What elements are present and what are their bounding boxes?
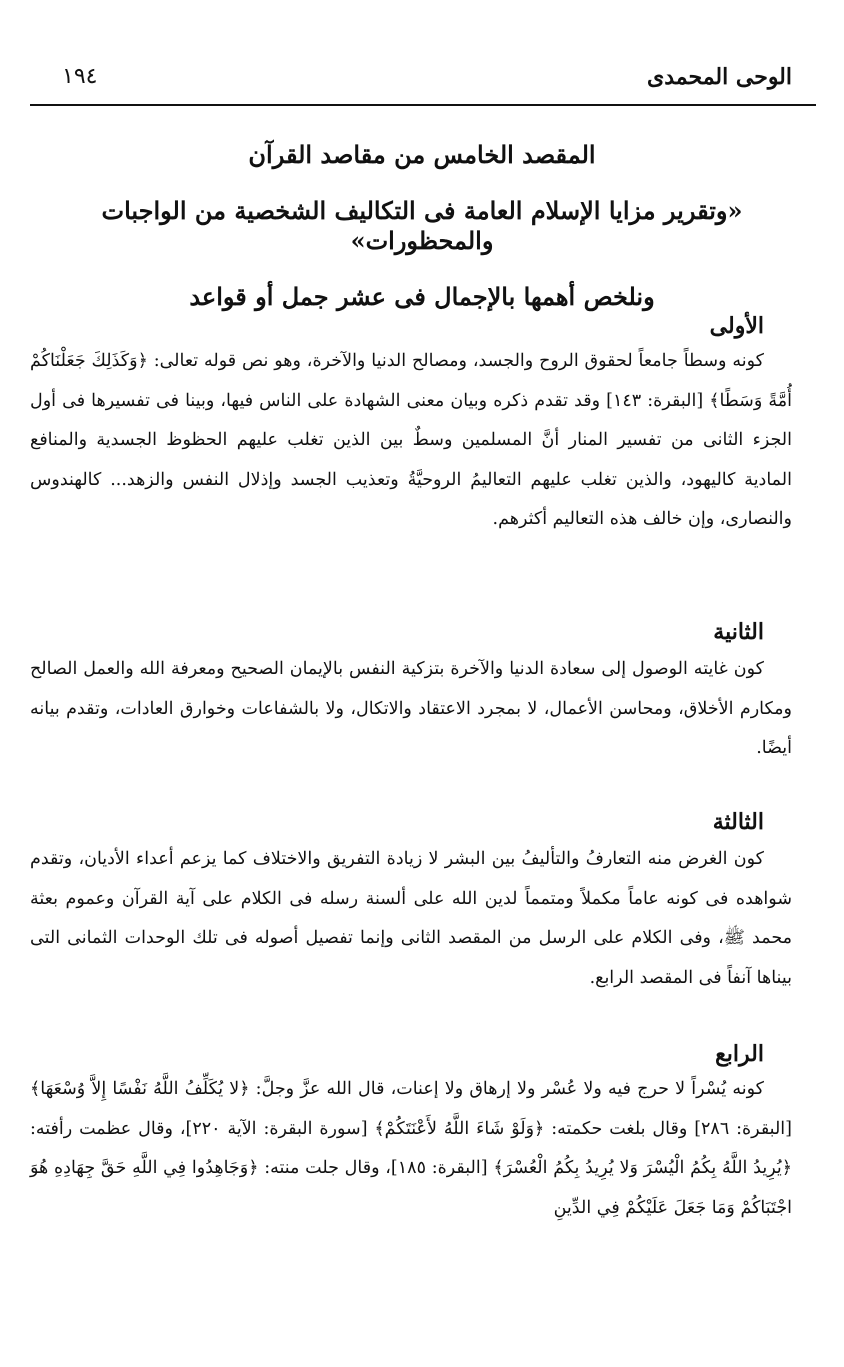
- section-title-third: الثالثة: [712, 809, 764, 835]
- section-text-fourth: كونه يُسْراً لا حرج فيه ولا عُسْر ولا إرهاق ولا إعنات، قال الله عزَّ وجلَّ: ﴿لا يُكَلِّفُ اللَّهُ نَفْسًا إِلاَّ وُسْعَهَا﴾ [البقرة: ٢٨٦] وقال بلغت حكمته: ﴿وَلَوْ شَاءَ اللَّهُ لأَعْنَتَكُمْ﴾ [سورة البقرة: الآية ٢٢٠]، وقال عظمت رأفته: ﴿يُرِيدُ اللَّهُ بِكُمُ الْيُسْرَ وَلا يُرِيدُ بِكُمُ الْعُسْرَ﴾ [البقرة: ١٨٥]، وقال جلت منته: ﴿وَجَاهِدُوا فِي اللَّهِ حَقَّ جِهَادِهِ هُوَ اجْتَبَاكُمْ وَمَا جَعَلَ عَلَيْكُمْ فِي الدِّينِ: [30, 1079, 792, 1218]
- header-rule: [30, 104, 816, 106]
- chapter-subtitle: «وتقرير مزايا الإسلام العامة فى التكاليف الشخصية من الواجبات والمحظورات»: [101, 196, 743, 255]
- section-title-first: الأولى: [709, 313, 764, 339]
- section-text-first: كونه وسطاً جامعاً لحقوق الروح والجسد، ومصالح الدنيا والآخرة، وهو نص قوله تعالى: ﴿وَكَذَلِكَ جَعَلْنَاكُمْ أُمَّةً وَسَطًا﴾ [البقرة: ١٤٣] وقد تقدم ذكره وبيان معنى الشهادة على الناس فيها، وبينا فى تفسيرها فى أول الجزء الثانى من تفسير المنار أنَّ المسلمين وسطٌ بين الذين تغلب عليهم الحظوظ الجسدية والمنافع المادية كاليهود، والذين تغلب عليهم التعاليمُ الروحيَّةُ وتعذيب الجسد وإذلال النفس والزهد... كالهندوس والنصارى، وإن خالف هذه التعاليم أكثرهم.: [30, 351, 792, 529]
- chapter-title: المقصد الخامس من مقاصد القرآن: [248, 140, 596, 169]
- page-number: ١٩٤: [62, 64, 98, 89]
- section-text-third: كون الغرض منه التعارفُ والتأليفُ بين البشر لا زيادة التفريق والاختلاف كما يزعم أعداء الأديان، وتقدم شواهده فى كونه عاماً مكملاً ومتمماً لدين الله على ألسنة رسله فى الكلام على آية القرآن وعموم بعثة محمد ﷺ، وفى الكلام على الرسل من المقصد الثانى وإنما تفصيل أصوله فى تلك الوحدات الثمانى التى بيناها آنفاً فى المقصد الرابع.: [30, 849, 792, 988]
- chapter-headings: [40, 140, 804, 338]
- running-title: الوحى المحمدى: [647, 64, 792, 90]
- section-text-second: كون غايته الوصول إلى سعادة الدنيا والآخرة بتزكية النفس بالإيمان الصحيح ومعرفة الله والعمل الصالح ومكارم الأخلاق، ومحاسن الأعمال، لا بمجرد الاعتقاد والاتكال، ولا بالشفاعات وخوارق العادات، وتقدم بيانه أيضًا.: [30, 659, 792, 758]
- section-title-second: الثانية: [713, 619, 764, 645]
- section-title-fourth: الرابع: [715, 1041, 764, 1067]
- chapter-summary: ونلخص أهمها بالإجمال فى عشر جمل أو قواعد: [189, 282, 655, 311]
